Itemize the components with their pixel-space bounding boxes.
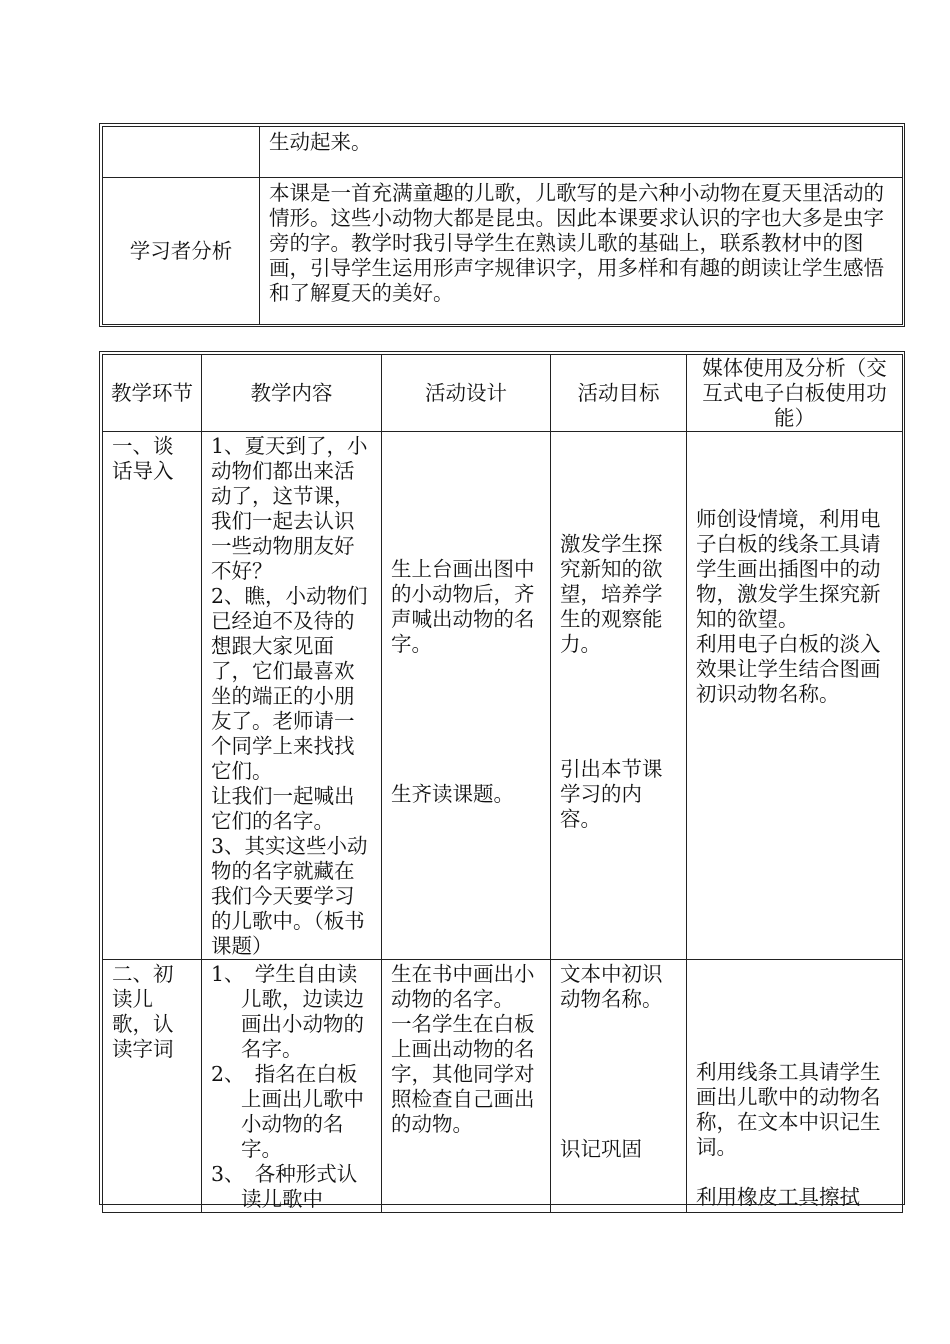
media-intro-a: 师创设情境，利用电子白板的线条工具请学生画出插图中的动物，激发学生探究新知的欲望。 — [696, 507, 881, 631]
activity-intro-a: 生上台画出图中的小动物后，齐声喊出动物的名字。 — [391, 557, 535, 656]
activity-reading — [382, 960, 551, 1213]
activity-reading-a: 生在书中画出小动物的名字。 — [391, 962, 535, 1011]
header-activity: 活动设计 — [382, 355, 551, 432]
table1-row1-label — [103, 127, 260, 178]
header-content: 教学内容 — [202, 355, 382, 432]
table2-row-intro — [103, 432, 903, 960]
header-goal: 活动目标 — [551, 355, 687, 432]
goal-intro-a: 激发学生探究新知的欲望，培养学生的观察能力。 — [560, 532, 663, 656]
goal-reading — [551, 960, 687, 1213]
table2-row-reading — [103, 960, 903, 1213]
goal-reading-a: 文本中初识动物名称。 — [560, 962, 663, 1011]
media-reading-b: 利用橡皮工具擦拭 — [696, 1185, 860, 1209]
activity-intro — [382, 432, 551, 960]
content-reading-item: 2、 指名在白板上画出儿歌中小动物的名字。 — [211, 1062, 364, 1161]
teaching-process-table — [102, 354, 903, 1213]
header-media: 媒体使用及分析（交互式电子白板使用功能） — [687, 355, 903, 432]
media-reading-a: 利用线条工具请学生画出儿歌中的动物名称，在文本中识记生词。 — [696, 1060, 881, 1159]
learner-analysis-label: 学习者分析 — [103, 178, 260, 325]
media-reading — [687, 960, 903, 1213]
activity-intro-b: 生齐读课题。 — [391, 782, 514, 806]
content-intro — [202, 432, 382, 960]
content-reading-item: 3、 各种形式认读儿歌中 — [211, 1162, 358, 1211]
stage-intro: 一、谈话导入 — [103, 432, 202, 960]
content-reading-item: 1、 学生自由读儿歌，边读边画出小动物的名字。 — [211, 962, 364, 1061]
activity-reading-b: 一名学生在白板上画出动物的名字，其他同学对照检查自己画出的动物。 — [391, 1012, 535, 1136]
header-stage: 教学环节 — [103, 355, 202, 432]
stage-reading: 二、初读儿歌，认读字词 — [103, 960, 202, 1213]
goal-reading-b: 识记巩固 — [560, 1137, 642, 1161]
learner-analysis-table — [102, 126, 903, 325]
content-reading — [202, 960, 382, 1213]
media-intro — [687, 432, 903, 960]
table1-row1-text: 生动起来。 — [260, 127, 903, 178]
learner-analysis-text: 本课是一首充满童趣的儿歌，儿歌写的是六种小动物在夏天里活动的情形。这些小动物大都是昆虫。因此本课要求认识的字也大多是虫字旁的字。教学时我引导学生在熟读儿歌的基础上，联系教材中的图画，引导学生运用形声字规律识字，用多样和有趣的朗读让学生感悟和了解夏天的美好。 — [260, 178, 903, 325]
table2-header-row — [103, 355, 903, 432]
media-intro-b: 利用电子白板的淡入效果让学生结合图画初识动物名称。 — [696, 632, 881, 706]
content-intro-text: 1、夏天到了，小动物们都出来活动了，这节课，我们一起去认识一些动物朋友好不好？ 2、瞧，小动物们已经迫不及待的想跟大家见面了，它们最喜欢坐的端正的小朋友了。老师请一个同学上来找找它们。 让我们一起喊出它们的名字。 3、其实这些小动物的名字就藏在我们今天要学习的儿歌中。（板书课题） — [211, 434, 368, 958]
goal-intro-b: 引出本节课学习的内容。 — [560, 757, 663, 831]
goal-intro — [551, 432, 687, 960]
